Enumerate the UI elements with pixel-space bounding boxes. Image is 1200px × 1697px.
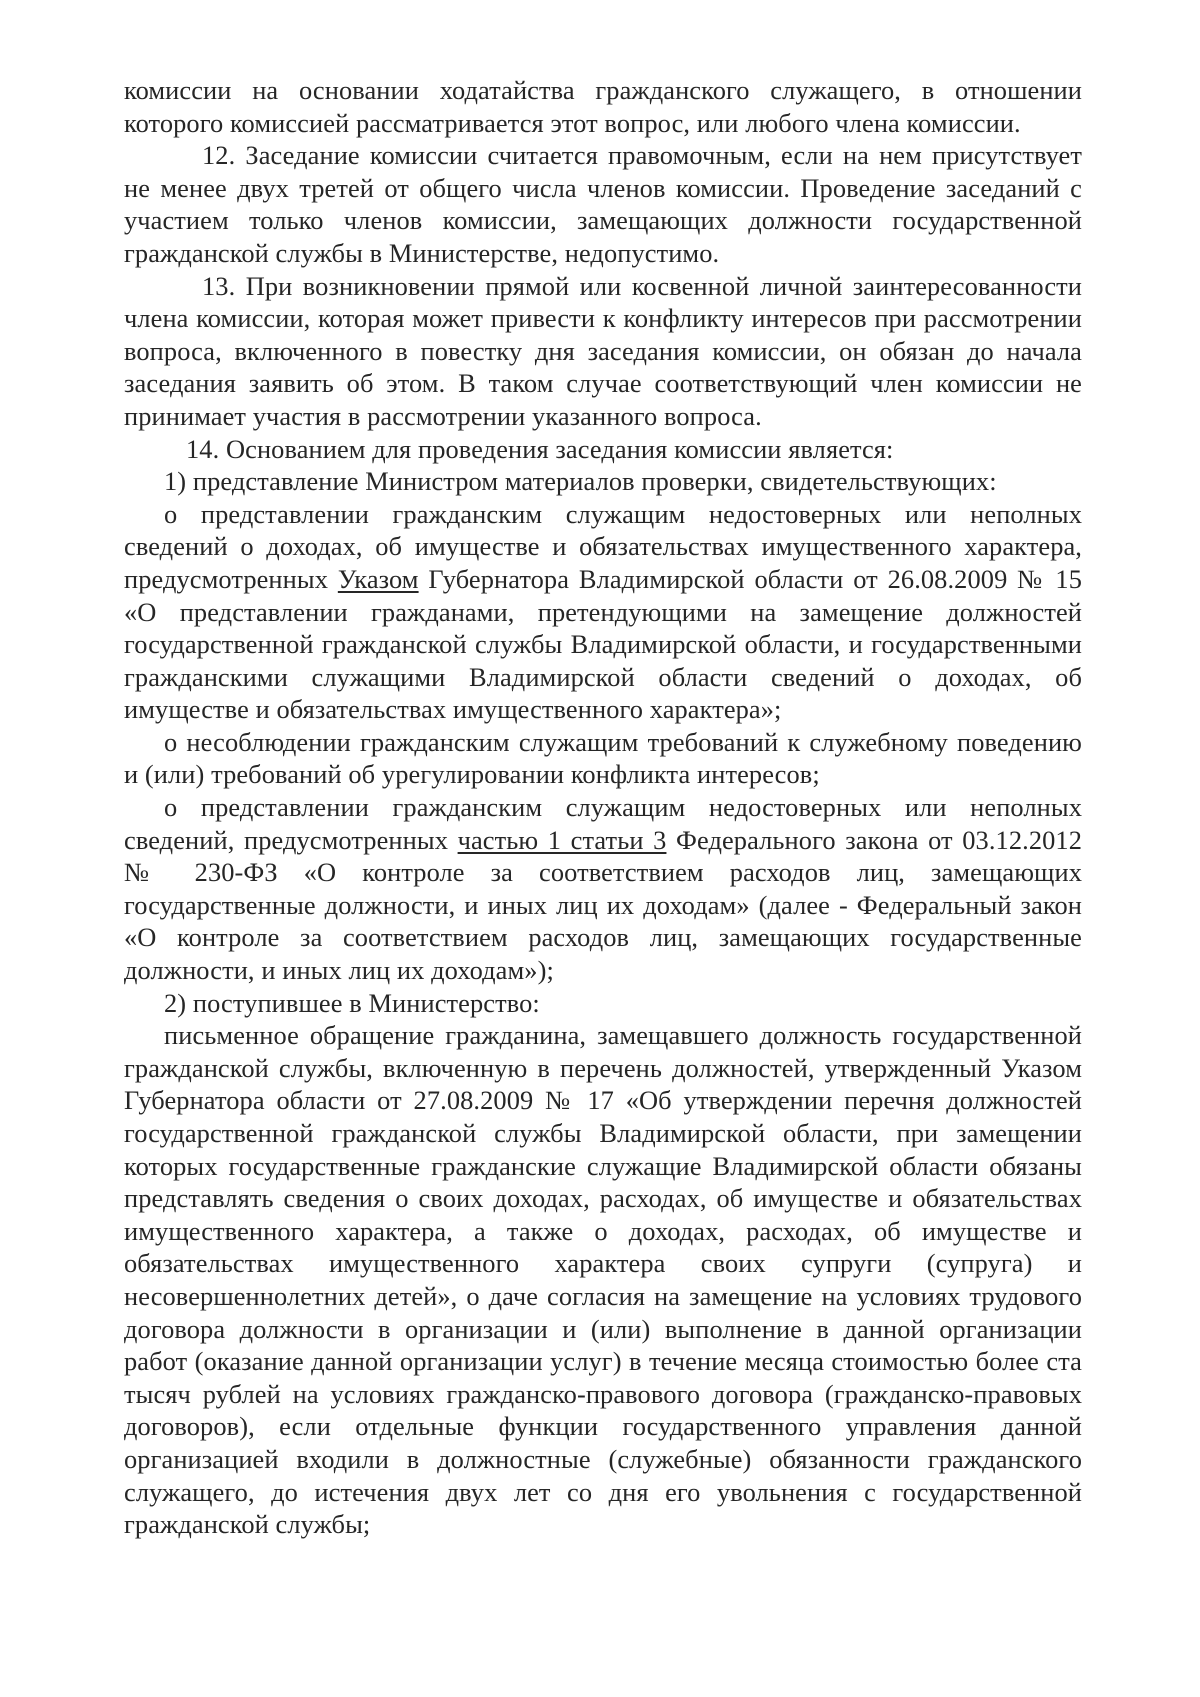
link-article-3[interactable]: частью 1 статьи 3	[457, 824, 667, 855]
item-14-2: 2) поступившее в Министерство:	[164, 987, 540, 1018]
paragraph-continuation: комиссии на основании ходатайства гражданского служащего, в отношении которого комиссией рассматривается этот вопрос, или любого члена комиссии.	[124, 75, 1082, 138]
paragraph-13: 13. При возникновении прямой или косвенной личной заинтересованности члена комиссии, которая может привести к конфликту интересов при рассмотрении вопроса, включенного в повестку дня заседания комиссии, он обязан до начала заседания заявить об этом. В таком случае соответствующий член комиссии не принимает участия в рассмотрении указанного вопроса.	[124, 270, 1082, 431]
paragraph-12: 12. Заседание комиссии считается правомочным, если на нем присутствует не менее двух третей от общего числа членов комиссии. Проведение заседаний с участием только членов комиссии, замещающих должности государственной гражданской службы в Министерстве, недопустимо.	[124, 140, 1082, 268]
item-14-1-a-text-end: Губернатора Владимирской области от 26.08.2009 № 15 «О представлении гражданами, претендующими на замещение должностей государственной гражданской службы Владимирской области, и государственными гражданскими служащими Владимирской области сведений о доходах, об имуществе и обязательствах имущественного характера»;	[124, 563, 1082, 725]
item-14-1-c	[124, 791, 1082, 987]
link-ukaz[interactable]: Указом	[337, 563, 419, 594]
item-14-1-a-text-start: о представлении гражданским служащим недостоверных или неполных сведений о доходах, об имуществе и обязательствах имущественного характера, предусмотренных	[124, 498, 1082, 594]
item-14-1-c-text-end: Федерального закона от 03.12.2012 № 230-ФЗ «О контроле за соответствием расходов лиц, замещающих государственные должности, и иных лиц их доходам» (далее - Федеральный закон «О контроле за соответствием расходов лиц, замещающих государственные должности, и иных лиц их доходам»);	[124, 824, 1082, 986]
item-14-1-b: о несоблюдении гражданским служащим требований к служебному поведению и (или) требований об урегулировании конфликта интересов;	[124, 726, 1082, 790]
paragraph-14: 14. Основанием для проведения заседания комиссии является:	[186, 433, 894, 464]
item-14-1-c-text-start: о представлении гражданским служащим недостоверных или неполных сведений, предусмотренных	[124, 792, 1082, 855]
item-14-1: 1) представление Министром материалов проверки, свидетельствующих:	[164, 466, 997, 497]
document-body	[124, 74, 1082, 1541]
item-14-2-a: письменное обращение гражданина, замещавшего должность государственной гражданской службы, включенную в перечень должностей, утвержденный Указом Губернатора области от 27.08.2009 № 17 «Об утверждении перечня должностей государственной гражданской службы Владимирской области, при замещении которых государственные гражданские служащие Владимирской области обязаны представлять сведения о своих доходах, расходах, об имуществе и обязательствах имущественного характера, а также о доходах, расходах, об имуществе и обязательствах имущественного характера своих супруги (супруга) и несовершеннолетних детей», о даче согласия на замещение на условиях трудового договора должности в организации и (или) выполнение в данной организации работ (оказание данной организации услуг) в течение месяца стоимостью более ста тысяч рублей на условиях гражданско-правового договора (гражданско-правовых договоров), если отдельные функции государственного управления данной организацией входили в должностные (служебные) обязанности гражданского служащего, до истечения двух лет со дня его увольнения с государственной гражданской службы;	[124, 1020, 1082, 1540]
item-14-1-a	[124, 498, 1082, 726]
